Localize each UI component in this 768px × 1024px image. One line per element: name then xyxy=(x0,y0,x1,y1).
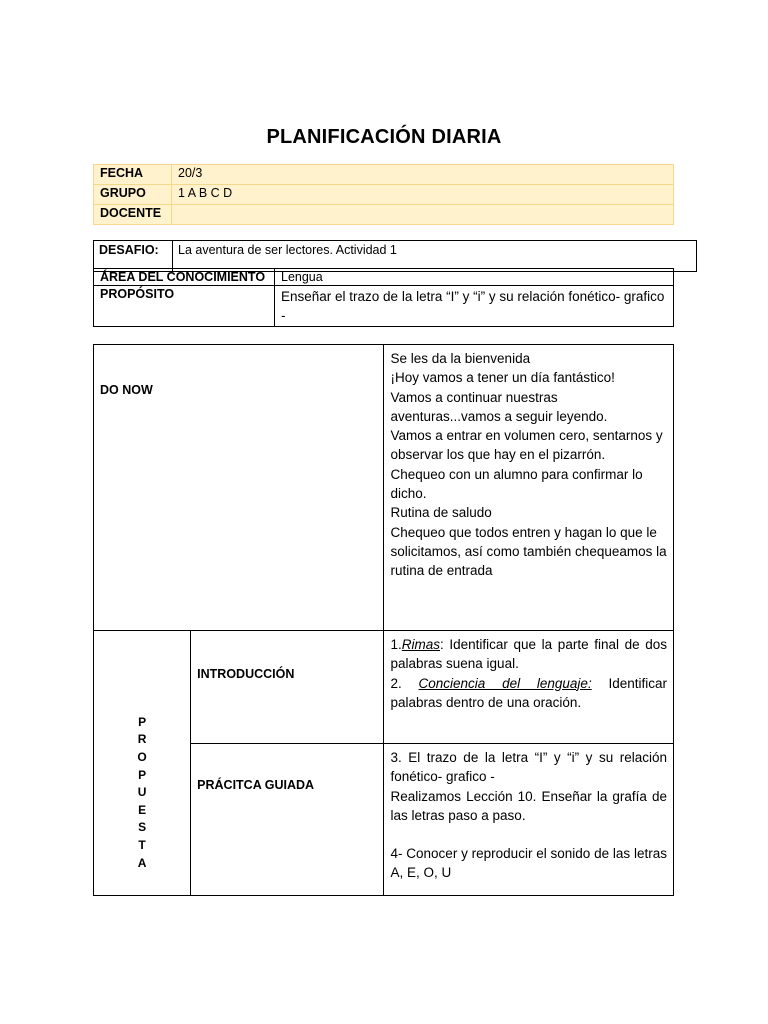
do-now-line: ¡Hoy vamos a tener un día fantástico! xyxy=(390,370,615,386)
page-title: PLANIFICACIÓN DIARIA xyxy=(266,126,502,148)
practica-paragraph: 3. El trazo de la letra “I” y “i” y su relación fonético- grafico - xyxy=(390,750,667,785)
area-label: ÁREA DEL CONOCIMIENTO xyxy=(94,269,275,286)
do-now-line: Rutina de saludo xyxy=(390,505,492,521)
introduccion-content[interactable] xyxy=(384,631,674,744)
desafio-label: DESAFIO: xyxy=(94,241,173,272)
grupo-value[interactable]: 1 A B C D xyxy=(172,185,674,205)
do-now-line: Chequeo con un alumno para confirmar lo dicho. xyxy=(390,466,643,502)
area-value[interactable]: Lengua xyxy=(275,269,674,286)
introduccion-label: INTRODUCCIÓN xyxy=(191,631,384,744)
desafio-value[interactable]: La aventura de ser lectores. Actividad 1 xyxy=(173,241,697,272)
propuesta-letter: O xyxy=(137,750,147,765)
header-info-table xyxy=(93,164,674,225)
fecha-value[interactable]: 20/3 xyxy=(172,165,674,185)
propuesta-letter: T xyxy=(138,837,146,852)
plan-table xyxy=(93,344,674,896)
do-now-label: DO NOW xyxy=(94,345,384,631)
practica-label: PRÁCITCA GUIADA xyxy=(191,744,384,896)
do-now-line: Chequeo que todos entren y hagan lo que le solicitamos, así como también chequeamos la rutina de entrada xyxy=(390,524,667,579)
proposito-value[interactable]: Enseñar el trazo de la letra “I” y “i” y su relación fonético- grafico - xyxy=(275,286,674,327)
rimas-term: Rimas xyxy=(401,637,441,652)
docente-label: DOCENTE xyxy=(94,205,172,225)
docente-value[interactable] xyxy=(172,205,674,225)
do-now-line: Vamos a entrar en volumen cero, sentarnos y observar los que hay en el pizarrón. xyxy=(390,428,663,463)
practica-paragraph: Realizamos Lección 10. Enseñar la grafía de las letras paso a paso. xyxy=(390,788,667,823)
do-now-line: Vamos a continuar nuestras aventuras...vamos a seguir leyendo. xyxy=(390,389,608,424)
propuesta-vertical-label xyxy=(94,631,191,896)
grupo-row xyxy=(94,185,674,205)
propuesta-letter: R xyxy=(137,732,147,747)
introduccion-item-2: 2. Conciencia del lenguaje: Identificar palabras dentro de una oración. xyxy=(390,675,668,710)
propuesta-letter: U xyxy=(137,785,147,800)
propuesta-letter: P xyxy=(138,714,147,729)
area-proposito-table xyxy=(93,268,674,327)
propuesta-letter: E xyxy=(138,802,147,817)
propuesta-letter: P xyxy=(138,767,147,782)
practica-content[interactable] xyxy=(384,744,674,896)
introduccion-item-1: 1.Rimas: Identificar que la parte final de dos palabras suena igual. xyxy=(390,637,667,672)
propuesta-letter: A xyxy=(137,855,147,870)
propuesta-letter: S xyxy=(138,820,147,835)
do-now-line: Se les da la bienvenida xyxy=(390,351,531,366)
do-now-content[interactable] xyxy=(384,345,674,631)
conciencia-term: Conciencia del lenguaje: xyxy=(418,675,592,691)
grupo-label: GRUPO xyxy=(94,185,172,205)
practica-paragraph: 4- Conocer y reproducir el sonido de las letras A, E, O, U xyxy=(390,846,667,881)
fecha-label: FECHA xyxy=(94,165,172,185)
proposito-label: PROPÓSITO xyxy=(94,286,275,327)
fecha-row xyxy=(94,165,674,185)
docente-row xyxy=(94,205,674,225)
